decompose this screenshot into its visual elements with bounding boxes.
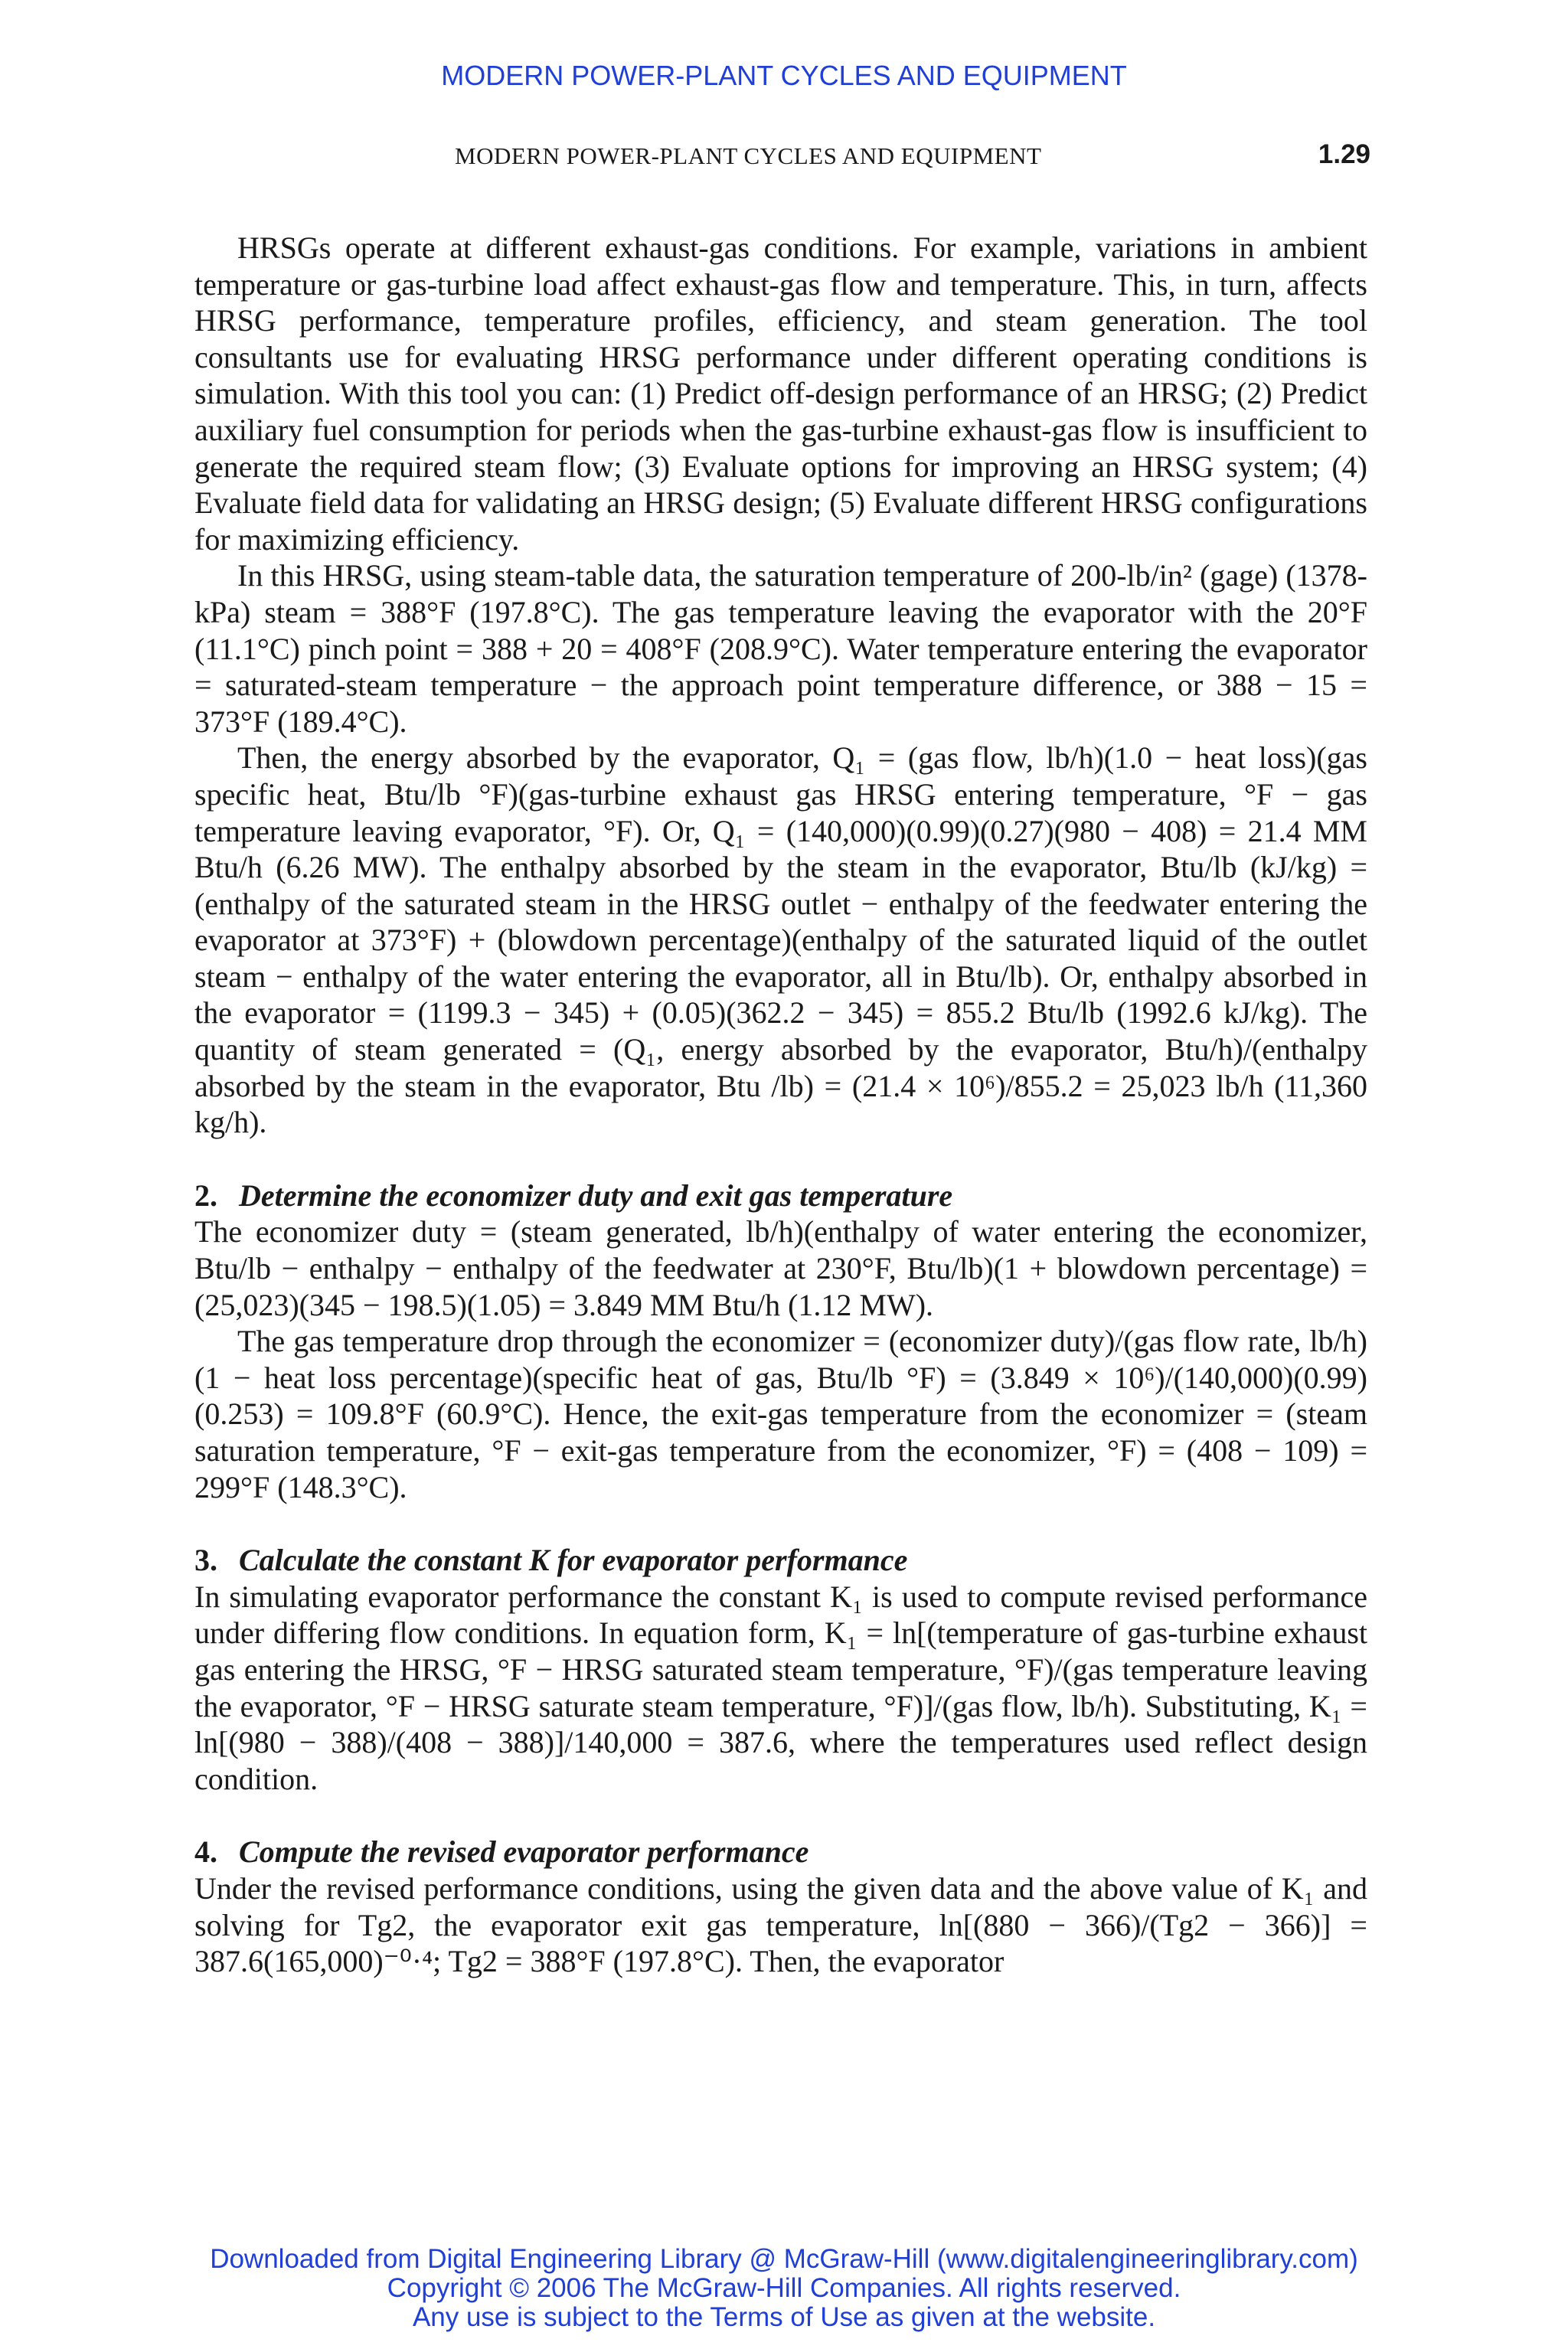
page-body [194, 230, 1367, 1980]
paragraph-hrsg-conditions: HRSGs operate at different exhaust-gas conditions. For example, variations in ambient temperature or gas-turbine load affect exhaust-gas flow and temperature. This, in turn, affects HRSG performance, temperature profiles, efficiency, and steam generation. The tool consultants use for evaluating HRSG performance under different operating conditions is simulation. With this tool you can: (1) Predict off-design performance of an HRSG; (2) Predict auxiliary fuel consumption for periods when the gas-turbine exhaust-gas flow is insufficient to generate the required steam flow; (3) Evaluate options for improving an HRSG system; (4) Evaluate field data for validating an HRSG design; (5) Evaluate different HRSG configurations for maximizing efficiency. [194, 230, 1367, 557]
footer-download-link[interactable]: Downloaded from Digital Engineering Library @ McGraw-Hill (www.digitalengineeringlibrary.com) [210, 2244, 1358, 2274]
paragraph-gas-temperature-drop: The gas temperature drop through the economizer = (economizer duty)/(gas flow rate, lb/h)(1 − heat loss percentage)(specific heat of gas, Btu/lb °F) = (3.849 × 10⁶)/(140,000)(0.99)(0.253) = 109.8°F (60.9°C). Hence, the exit-gas temperature from the economizer = (steam saturation temperature, °F − exit-gas temperature from the economizer, °F) = (408 − 109) = 299°F (148.3°C). [194, 1324, 1367, 1504]
footer-copyright: Copyright © 2006 The McGraw-Hill Companies. All rights reserved. [387, 2273, 1181, 2303]
step-title: Calculate the constant K for evaporator performance [239, 1543, 908, 1578]
download-footer [0, 2245, 1568, 2332]
step-number: 3. [194, 1543, 217, 1578]
page-number: 1.29 [1318, 139, 1370, 169]
top-chapter-link[interactable]: MODERN POWER-PLANT CYCLES AND EQUIPMENT [441, 60, 1127, 91]
step-heading-2 [194, 1178, 1367, 1214]
step-title: Determine the economizer duty and exit gas temperature [239, 1178, 953, 1213]
running-header [194, 139, 1370, 176]
paragraph-revised-performance: Under the revised performance conditions, using the given data and the above value of K₁ and solving for Tg2, the evaporator exit gas temperature, ln[(880 − 366)/(Tg2 − 366)] = 387.6(165,000)⁻⁰·⁴; Tg2 = 388°F (197.8°C). Then, the evaporator [194, 1870, 1367, 1979]
paragraph-evaporator-energy: Then, the energy absorbed by the evaporator, Q₁ = (gas flow, lb/h)(1.0 − heat loss)(gas specific heat, Btu/lb °F)(gas-turbine exhaust gas HRSG entering temperature, °F − gas temperature leaving evaporator, °F). Or, Q₁ = (140,000)(0.99)(0.27)(980 − 408) = 21.4 MM Btu/h (6.26 MW). The enthalpy absorbed by the steam in the evaporator, Btu/lb (kJ/kg) = (enthalpy of the saturated steam in the HRSG outlet − enthalpy of the feedwater entering the evaporator at 373°F) + (blowdown percentage)(enthalpy of the saturated liquid of the outlet steam − enthalpy of the water entering the evaporator, all in Btu/lb). Or, enthalpy absorbed in the evaporator = (1199.3 − 345) + (0.05)(362.2 − 345) = 855.2 Btu/lb (1992.6 kJ/kg). The quantity of steam generated = (Q₁, energy absorbed by the evaporator, Btu/h)/(enthalpy absorbed by the steam in the evaporator, Btu /lb) = (21.4 × 10⁶)/855.2 = 25,023 lb/h (11,360 kg/h). [194, 740, 1367, 1140]
paragraph-economizer-duty: The economizer duty = (steam generated, lb/h)(enthalpy of water entering the economizer, Btu/lb − enthalpy − enthalpy of the feedwater at 230°F, Btu/lb)(1 + blowdown percentage) = (25,023)(345 − 198.5)(1.05) = 3.849 MM Btu/h (1.12 MW). [194, 1214, 1367, 1322]
paragraph-saturation-temperature: In this HRSG, using steam-table data, the saturation temperature of 200-lb/in² (gage) (1378-kPa) steam = 388°F (197.8°C). The gas temperature leaving the evaporator with the 20°F (11.1°C) pinch point = 388 + 20 = 408°F (208.9°C). Water temperature entering the evaporator = saturated-steam temperature − the approach point temperature difference, or 388 − 15 = 373°F (189.4°C). [194, 558, 1367, 739]
paragraph-constant-k: In simulating evaporator performance the constant K₁ is used to compute revised performance under differing flow conditions. In equation form, K₁ = ln[(temperature of gas-turbine exhaust gas entering the HRSG, °F − HRSG saturated steam temperature, °F)/(gas temperature leaving the evaporator, °F − HRSG saturate steam temperature, °F)]/(gas flow, lb/h). Substituting, K₁ = ln[(980 − 388)/(408 − 388)]/140,000 = 387.6, where the temperatures used reflect design condition. [194, 1579, 1367, 1796]
step-number: 4. [194, 1834, 217, 1870]
step-heading-4 [194, 1834, 1367, 1870]
footer-terms-link[interactable]: Any use is subject to the Terms of Use as given at the website. [412, 2302, 1156, 2332]
step-number: 2. [194, 1178, 217, 1213]
step-heading-3 [194, 1542, 1367, 1579]
running-title: MODERN POWER-PLANT CYCLES AND EQUIPMENT [455, 142, 1042, 169]
step-title: Compute the revised evaporator performance [239, 1834, 809, 1870]
